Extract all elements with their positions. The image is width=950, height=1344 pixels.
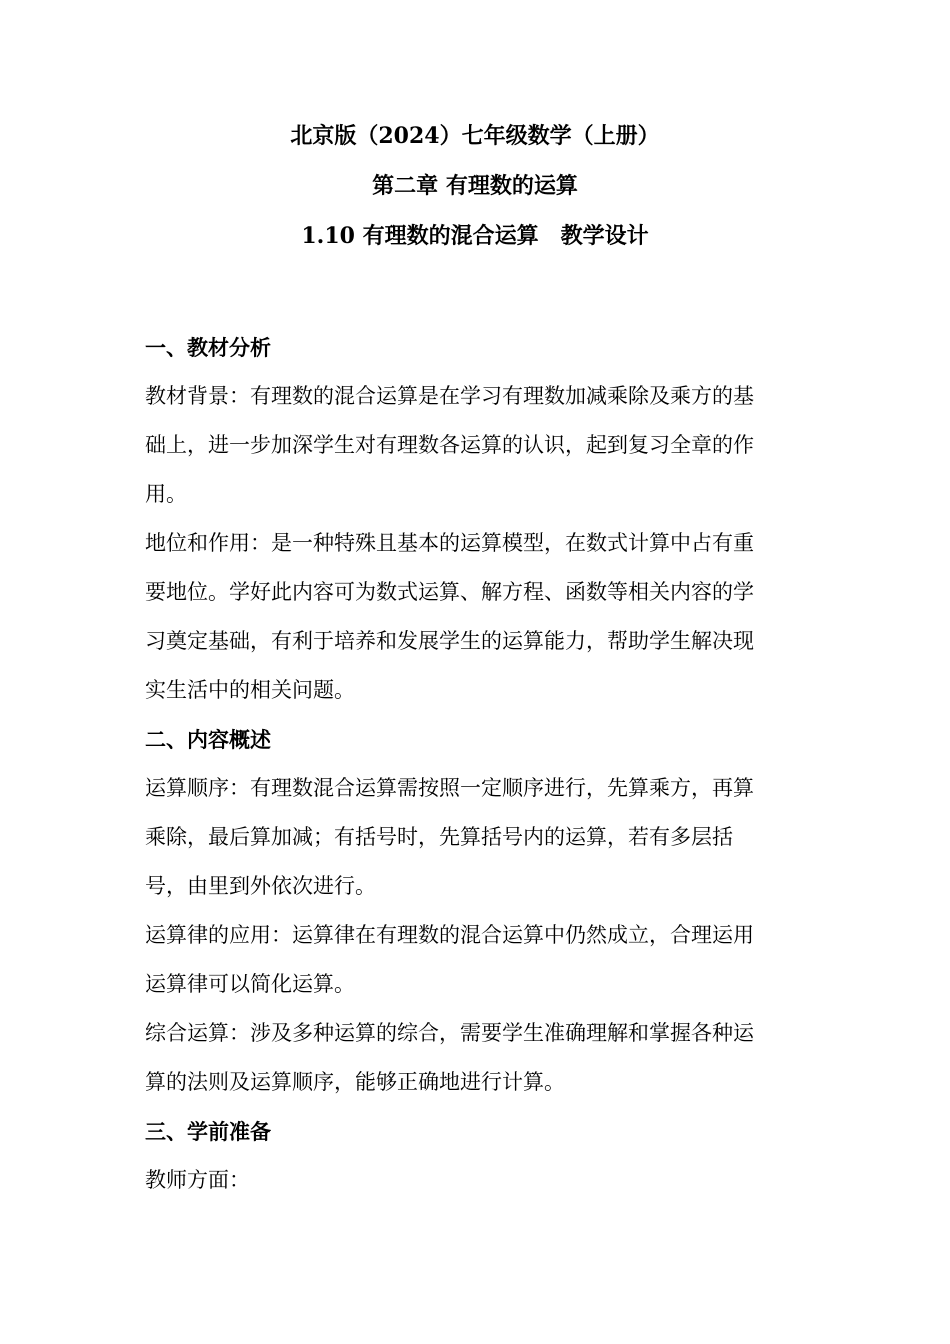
text-line: 乘除，最后算加减；有括号时，先算括号内的运算，若有多层括 — [145, 825, 733, 849]
document-body — [145, 323, 800, 1205]
text-line: 教材背景：有理数的混合运算是在学习有理数加减乘除及乘方的基 — [145, 384, 754, 408]
paragraph-position-and-role — [145, 519, 800, 715]
text-line: 教师方面： — [145, 1168, 250, 1192]
paragraph-textbook-background — [145, 372, 800, 519]
title-block — [0, 122, 950, 272]
paragraph-operation-order — [145, 764, 800, 911]
text-line: 号，由里到外依次进行。 — [145, 874, 376, 898]
text-line: 地位和作用：是一种特殊且基本的运算模型，在数式计算中占有重 — [145, 531, 754, 555]
section-heading-content-overview: 二、内容概述 — [145, 727, 271, 752]
section-heading-textbook-analysis: 一、教材分析 — [145, 335, 271, 360]
text-line: 算的法则及运算顺序，能够正确地进行计算。 — [145, 1070, 565, 1094]
text-line: 用。 — [145, 482, 187, 506]
text-line: 运算顺序：有理数混合运算需按照一定顺序进行，先算乘方，再算 — [145, 776, 754, 800]
text-line: 习奠定基础，有利于培养和发展学生的运算能力，帮助学生解决现 — [145, 629, 754, 653]
textbook-title: 北京版（2024）七年级数学（上册） — [290, 123, 660, 149]
text-line: 运算律的应用：运算律在有理数的混合运算中仍然成立，合理运用 — [145, 923, 754, 947]
paragraph-operation-laws — [145, 911, 800, 1009]
section-heading-preparation: 三、学前准备 — [145, 1119, 271, 1144]
lesson-title: 1.10 有理数的混合运算 教学设计 — [301, 223, 649, 249]
paragraph-combined-operations — [145, 1009, 800, 1107]
text-line: 综合运算：涉及多种运算的综合，需要学生准确理解和掌握各种运 — [145, 1021, 754, 1045]
text-line: 运算律可以简化运算。 — [145, 972, 355, 996]
text-line: 实生活中的相关问题。 — [145, 678, 355, 702]
text-line: 要地位。学好此内容可为数式运算、解方程、函数等相关内容的学 — [145, 580, 754, 604]
text-line: 础上，进一步加深学生对有理数各运算的认识，起到复习全章的作 — [145, 433, 754, 457]
paragraph-teacher-side — [145, 1156, 800, 1205]
chapter-title: 第二章 有理数的运算 — [372, 173, 578, 199]
